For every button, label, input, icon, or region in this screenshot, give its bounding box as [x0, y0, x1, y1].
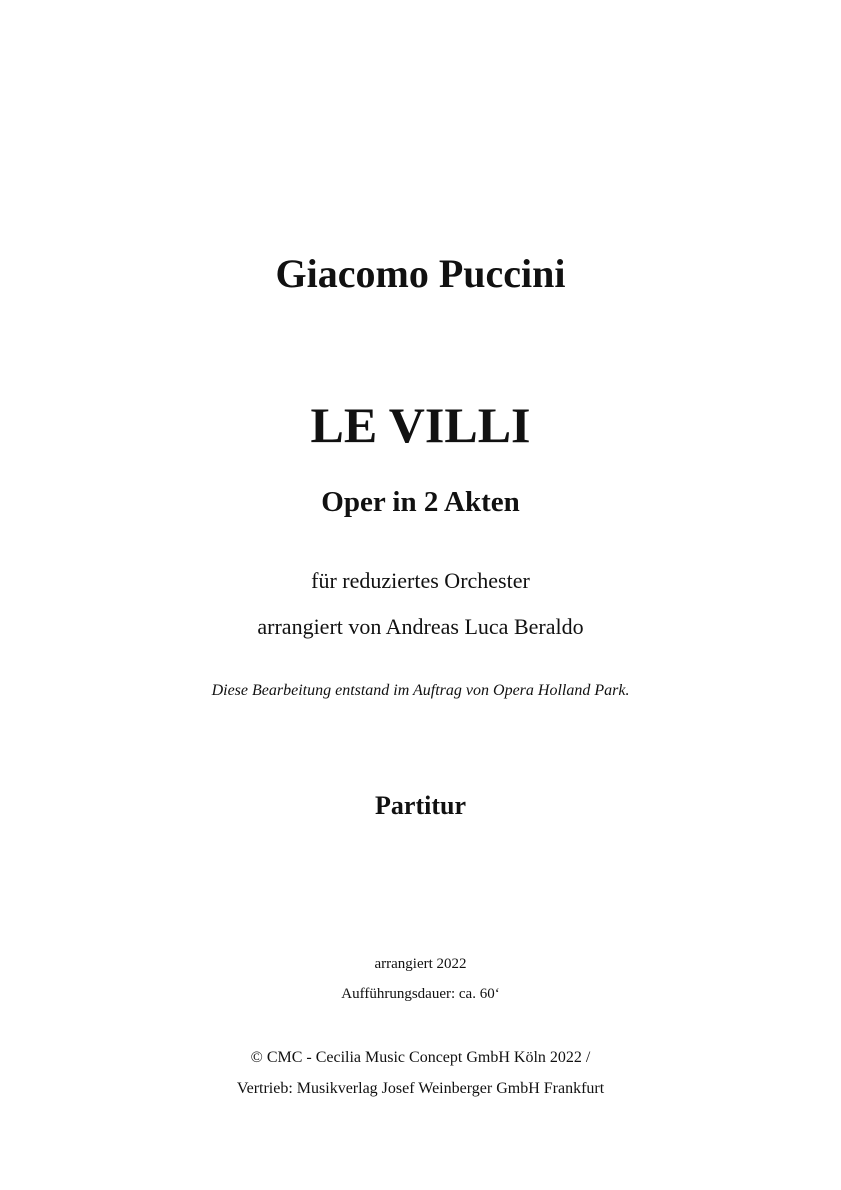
- work-title: LE VILLI: [310, 397, 531, 453]
- arranger-credit: arrangiert von Andreas Luca Beraldo: [257, 614, 584, 639]
- commission-note: Diese Bearbeitung entstand im Auftrag von Opera Holland Park.: [211, 682, 630, 699]
- arrangement-year: arrangiert 2022: [374, 956, 467, 972]
- distribution-notice: Vertrieb: Musikverlag Josef Weinberger GmbH Frankfurt: [236, 1080, 605, 1097]
- scoring-note: für reduziertes Orchester: [311, 568, 530, 593]
- composer-name: Giacomo Puccini: [275, 251, 566, 296]
- performance-duration: Aufführungsdauer: ca. 60‘: [341, 986, 500, 1002]
- copyright-notice: © CMC - Cecilia Music Concept GmbH Köln 2022 /: [250, 1049, 591, 1066]
- work-subtitle: Oper in 2 Akten: [321, 486, 520, 518]
- edition-type: Partitur: [375, 791, 466, 820]
